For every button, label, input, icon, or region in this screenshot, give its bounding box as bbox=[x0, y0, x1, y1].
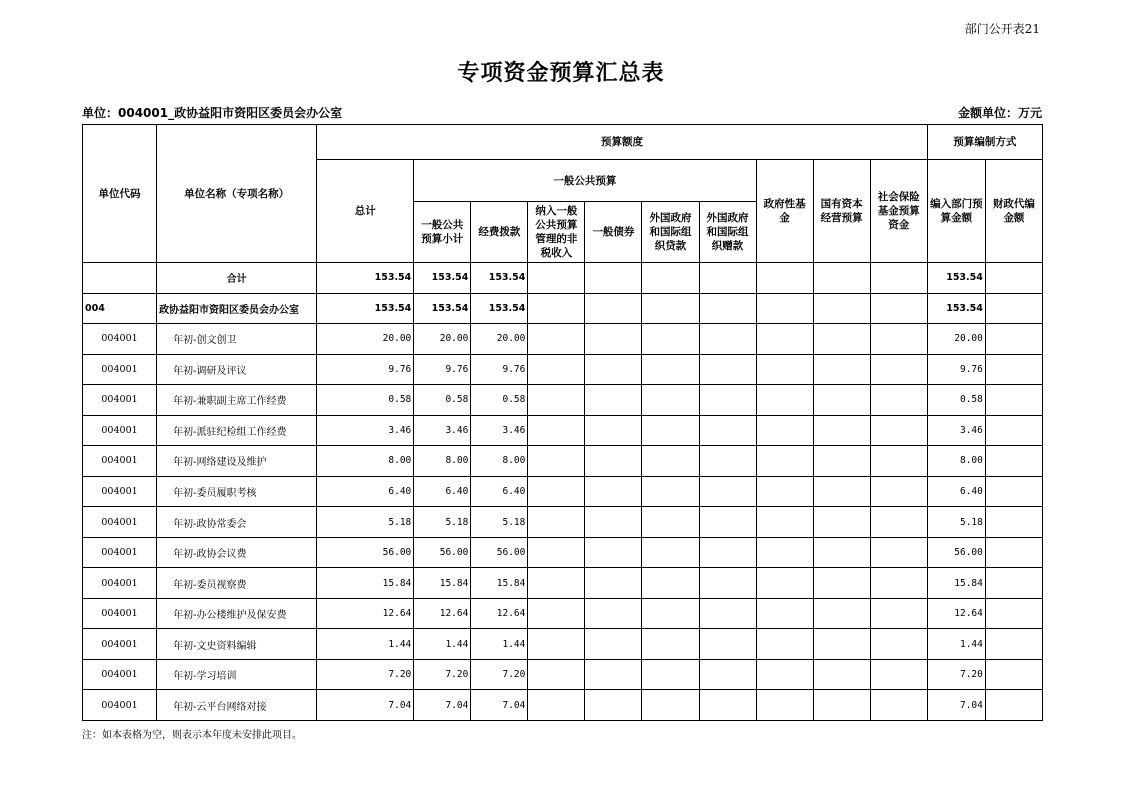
cell-unit-code: 004001 bbox=[83, 598, 157, 629]
cell-empty bbox=[870, 629, 927, 660]
cell-unit-code: 004001 bbox=[83, 690, 157, 721]
cell-empty bbox=[985, 476, 1042, 507]
cell-empty bbox=[585, 324, 642, 355]
cell-empty bbox=[756, 507, 813, 538]
cell-dept-budget-amount: 8.00 bbox=[927, 446, 985, 477]
cell-unit-code: 004001 bbox=[83, 385, 157, 416]
cell-total: 3.46 bbox=[317, 415, 414, 446]
cell-empty bbox=[699, 415, 756, 446]
cell-empty bbox=[756, 659, 813, 690]
cell-empty bbox=[528, 629, 585, 660]
header-general-bonds: 一般债券 bbox=[585, 202, 642, 263]
cell-empty bbox=[813, 415, 870, 446]
cell-empty bbox=[985, 568, 1042, 599]
cell-funding-allocation: 1.44 bbox=[471, 629, 528, 660]
header-fiscal-agency: 财政代编金额 bbox=[985, 160, 1042, 263]
cell-empty bbox=[585, 690, 642, 721]
cell-empty bbox=[985, 385, 1042, 416]
cell-empty bbox=[699, 263, 756, 294]
cell-empty bbox=[756, 293, 813, 324]
cell-empty bbox=[813, 690, 870, 721]
cell-empty bbox=[985, 537, 1042, 568]
cell-empty bbox=[699, 659, 756, 690]
cell-empty bbox=[870, 598, 927, 629]
table-row bbox=[83, 598, 1043, 629]
cell-empty bbox=[756, 415, 813, 446]
cell-empty bbox=[985, 507, 1042, 538]
cell-total: 5.18 bbox=[317, 507, 414, 538]
cell-empty bbox=[813, 385, 870, 416]
cell-empty bbox=[870, 476, 927, 507]
cell-empty bbox=[756, 354, 813, 385]
cell-empty bbox=[528, 476, 585, 507]
cell-empty bbox=[985, 324, 1042, 355]
cell-empty bbox=[642, 476, 699, 507]
cell-total: 8.00 bbox=[317, 446, 414, 477]
cell-empty bbox=[870, 263, 927, 294]
cell-empty bbox=[585, 263, 642, 294]
header-foreign-grants: 外国政府和国际组织赠款 bbox=[699, 202, 756, 263]
cell-empty bbox=[985, 293, 1042, 324]
cell-project-name: 年初-云平台网络对接 bbox=[157, 690, 317, 721]
cell-dept-code: 004 bbox=[83, 293, 157, 324]
cell-empty bbox=[756, 476, 813, 507]
cell-empty bbox=[528, 690, 585, 721]
cell-funding-allocation: 56.00 bbox=[471, 537, 528, 568]
cell-unit-code: 004001 bbox=[83, 354, 157, 385]
cell-empty bbox=[642, 659, 699, 690]
unit-info-line bbox=[82, 104, 1042, 120]
cell-empty bbox=[585, 507, 642, 538]
cell-empty bbox=[699, 568, 756, 599]
cell-total: 153.54 bbox=[317, 263, 414, 294]
header-unit-name: 单位名称（专项名称） bbox=[157, 125, 317, 263]
cell-dept-budget-amount: 9.76 bbox=[927, 354, 985, 385]
cell-gp-subtotal: 56.00 bbox=[414, 537, 471, 568]
cell-empty bbox=[870, 537, 927, 568]
cell-empty bbox=[585, 476, 642, 507]
cell-funding-allocation: 153.54 bbox=[471, 293, 528, 324]
cell-empty bbox=[813, 293, 870, 324]
cell-unit-code: 004001 bbox=[83, 537, 157, 568]
header-social-insurance: 社会保险基金预算资金 bbox=[870, 160, 927, 263]
cell-total: 7.20 bbox=[317, 659, 414, 690]
cell-funding-allocation: 5.18 bbox=[471, 507, 528, 538]
cell-empty bbox=[699, 354, 756, 385]
cell-empty bbox=[699, 446, 756, 477]
table-row bbox=[83, 568, 1043, 599]
table-row bbox=[83, 324, 1043, 355]
cell-empty bbox=[642, 598, 699, 629]
cell-empty bbox=[699, 598, 756, 629]
cell-total: 6.40 bbox=[317, 476, 414, 507]
cell-empty bbox=[528, 537, 585, 568]
header-gov-fund: 政府性基金 bbox=[756, 160, 813, 263]
cell-gp-subtotal: 15.84 bbox=[414, 568, 471, 599]
cell-total: 7.04 bbox=[317, 690, 414, 721]
cell-empty bbox=[813, 568, 870, 599]
cell-gp-subtotal: 0.58 bbox=[414, 385, 471, 416]
cell-empty bbox=[699, 385, 756, 416]
cell-empty bbox=[642, 415, 699, 446]
cell-dept-budget-amount: 0.58 bbox=[927, 385, 985, 416]
cell-gp-subtotal: 3.46 bbox=[414, 415, 471, 446]
cell-project-name: 年初-委员视察费 bbox=[157, 568, 317, 599]
cell-empty bbox=[642, 507, 699, 538]
cell-unit-code: 004001 bbox=[83, 476, 157, 507]
cell-empty bbox=[813, 659, 870, 690]
cell-dept-budget-amount: 20.00 bbox=[927, 324, 985, 355]
cell-dept-budget-amount: 12.64 bbox=[927, 598, 985, 629]
cell-empty bbox=[756, 598, 813, 629]
table-row-total bbox=[83, 263, 1043, 294]
header-dept-budget-amount: 编入部门预算金额 bbox=[927, 160, 985, 263]
cell-empty bbox=[813, 446, 870, 477]
cell-project-name: 年初-委员履职考核 bbox=[157, 476, 317, 507]
cell-empty bbox=[699, 507, 756, 538]
cell-empty bbox=[813, 629, 870, 660]
cell-empty bbox=[585, 568, 642, 599]
cell-dept-budget-amount: 7.20 bbox=[927, 659, 985, 690]
table-row bbox=[83, 690, 1043, 721]
cell-gp-subtotal: 7.04 bbox=[414, 690, 471, 721]
header-budget-method: 预算编制方式 bbox=[927, 125, 1042, 160]
cell-empty bbox=[756, 537, 813, 568]
cell-empty bbox=[756, 385, 813, 416]
cell-empty bbox=[870, 415, 927, 446]
cell-empty bbox=[699, 690, 756, 721]
cell-total: 153.54 bbox=[317, 293, 414, 324]
amount-unit-label: 金额单位：万元 bbox=[957, 106, 1042, 120]
cell-gp-subtotal: 5.18 bbox=[414, 507, 471, 538]
header-state-capital: 国有资本经营预算 bbox=[813, 160, 870, 263]
header-foreign-loans: 外国政府和国际组织贷款 bbox=[642, 202, 699, 263]
cell-empty bbox=[585, 629, 642, 660]
cell-unit-code: 004001 bbox=[83, 324, 157, 355]
table-row bbox=[83, 476, 1043, 507]
cell-funding-allocation: 15.84 bbox=[471, 568, 528, 599]
table-header bbox=[83, 125, 1043, 263]
form-number-label: 部门公开表21 bbox=[964, 22, 1040, 36]
cell-total: 1.44 bbox=[317, 629, 414, 660]
cell-funding-allocation: 6.40 bbox=[471, 476, 528, 507]
cell-empty bbox=[756, 263, 813, 294]
cell-empty bbox=[756, 568, 813, 599]
cell-unit-code: 004001 bbox=[83, 659, 157, 690]
cell-empty bbox=[528, 598, 585, 629]
cell-funding-allocation: 12.64 bbox=[471, 598, 528, 629]
header-funding-allocation: 经费拨款 bbox=[471, 202, 528, 263]
cell-project-name: 年初-调研及评议 bbox=[157, 354, 317, 385]
cell-total: 12.64 bbox=[317, 598, 414, 629]
cell-empty bbox=[585, 659, 642, 690]
header-gp-subtotal: 一般公共预算小计 bbox=[414, 202, 471, 263]
cell-empty bbox=[985, 354, 1042, 385]
cell-empty bbox=[870, 659, 927, 690]
cell-project-name: 年初-派驻纪检组工作经费 bbox=[157, 415, 317, 446]
cell-empty bbox=[756, 324, 813, 355]
cell-dept-budget-amount: 153.54 bbox=[927, 263, 985, 294]
cell-unit-code: 004001 bbox=[83, 446, 157, 477]
cell-empty bbox=[699, 476, 756, 507]
cell-total: 15.84 bbox=[317, 568, 414, 599]
header-general-public-budget: 一般公共预算 bbox=[414, 160, 756, 202]
header-non-tax-income: 纳入一般公共预算管理的非税收入 bbox=[528, 202, 585, 263]
table-row bbox=[83, 629, 1043, 660]
cell-empty bbox=[813, 324, 870, 355]
cell-empty bbox=[642, 263, 699, 294]
cell-empty bbox=[642, 568, 699, 599]
cell-empty bbox=[870, 568, 927, 599]
cell-empty bbox=[870, 507, 927, 538]
cell-dept-budget-amount: 1.44 bbox=[927, 629, 985, 660]
cell-gp-subtotal: 8.00 bbox=[414, 446, 471, 477]
cell-empty bbox=[870, 293, 927, 324]
cell-funding-allocation: 20.00 bbox=[471, 324, 528, 355]
cell-empty bbox=[528, 446, 585, 477]
cell-empty bbox=[985, 446, 1042, 477]
cell-dept-budget-amount: 153.54 bbox=[927, 293, 985, 324]
table-row bbox=[83, 507, 1043, 538]
footnote: 注：如本表格为空，则表示本年度未安排此项目。 bbox=[82, 730, 302, 741]
cell-empty bbox=[642, 690, 699, 721]
table-row bbox=[83, 385, 1043, 416]
cell-empty bbox=[813, 598, 870, 629]
cell-empty bbox=[585, 293, 642, 324]
budget-summary-table bbox=[82, 124, 1043, 721]
cell-empty bbox=[642, 629, 699, 660]
cell-project-name: 年初-政协常委会 bbox=[157, 507, 317, 538]
cell-project-name: 年初-政协会议费 bbox=[157, 537, 317, 568]
cell-empty bbox=[528, 415, 585, 446]
cell-gp-subtotal: 153.54 bbox=[414, 293, 471, 324]
cell-empty bbox=[699, 537, 756, 568]
cell-empty bbox=[985, 263, 1042, 294]
cell-empty bbox=[699, 629, 756, 660]
cell-project-name: 年初-学习培训 bbox=[157, 659, 317, 690]
cell-funding-allocation: 3.46 bbox=[471, 415, 528, 446]
cell-empty bbox=[813, 354, 870, 385]
cell-project-name: 年初-文史资料编辑 bbox=[157, 629, 317, 660]
cell-project-name: 年初-兼职副主席工作经费 bbox=[157, 385, 317, 416]
header-unit-code: 单位代码 bbox=[83, 125, 157, 263]
cell-total: 0.58 bbox=[317, 385, 414, 416]
cell-empty bbox=[528, 354, 585, 385]
cell-funding-allocation: 7.04 bbox=[471, 690, 528, 721]
cell-empty bbox=[870, 446, 927, 477]
table-row bbox=[83, 354, 1043, 385]
cell-empty bbox=[585, 598, 642, 629]
cell-empty bbox=[756, 446, 813, 477]
cell-empty bbox=[699, 293, 756, 324]
page-title: 专项资金预算汇总表 bbox=[457, 61, 665, 86]
cell-unit-code: 004001 bbox=[83, 568, 157, 599]
cell-empty bbox=[585, 537, 642, 568]
cell-empty bbox=[813, 537, 870, 568]
cell-dept-name: 政协益阳市资阳区委员会办公室 bbox=[157, 293, 317, 324]
cell-empty bbox=[642, 537, 699, 568]
sum-label: 合计 bbox=[157, 263, 317, 294]
cell-funding-allocation: 7.20 bbox=[471, 659, 528, 690]
cell-gp-subtotal: 20.00 bbox=[414, 324, 471, 355]
cell-empty bbox=[756, 629, 813, 660]
cell-empty bbox=[985, 690, 1042, 721]
cell-gp-subtotal: 12.64 bbox=[414, 598, 471, 629]
cell-funding-allocation: 9.76 bbox=[471, 354, 528, 385]
cell-total: 20.00 bbox=[317, 324, 414, 355]
cell-gp-subtotal: 1.44 bbox=[414, 629, 471, 660]
cell-dept-budget-amount: 5.18 bbox=[927, 507, 985, 538]
cell-empty bbox=[870, 385, 927, 416]
cell-empty bbox=[985, 598, 1042, 629]
cell-empty bbox=[528, 385, 585, 416]
cell-total: 56.00 bbox=[317, 537, 414, 568]
table-row bbox=[83, 659, 1043, 690]
cell-funding-allocation: 0.58 bbox=[471, 385, 528, 416]
cell-empty bbox=[870, 324, 927, 355]
cell-dept-budget-amount: 7.04 bbox=[927, 690, 985, 721]
cell-empty bbox=[585, 415, 642, 446]
cell-project-name: 年初-办公楼维护及保安费 bbox=[157, 598, 317, 629]
cell-empty bbox=[870, 354, 927, 385]
cell-empty bbox=[585, 354, 642, 385]
cell-empty bbox=[642, 293, 699, 324]
cell-gp-subtotal: 7.20 bbox=[414, 659, 471, 690]
project-rows bbox=[83, 324, 1043, 721]
cell-empty bbox=[83, 263, 157, 294]
cell-unit-code: 004001 bbox=[83, 507, 157, 538]
cell-gp-subtotal: 153.54 bbox=[414, 263, 471, 294]
cell-gp-subtotal: 6.40 bbox=[414, 476, 471, 507]
cell-empty bbox=[642, 446, 699, 477]
cell-unit-code: 004001 bbox=[83, 629, 157, 660]
cell-empty bbox=[528, 507, 585, 538]
cell-empty bbox=[813, 507, 870, 538]
cell-unit-code: 004001 bbox=[83, 415, 157, 446]
header-total: 总计 bbox=[317, 160, 414, 263]
cell-empty bbox=[642, 354, 699, 385]
cell-empty bbox=[813, 476, 870, 507]
cell-empty bbox=[528, 568, 585, 599]
cell-empty bbox=[699, 324, 756, 355]
cell-empty bbox=[585, 385, 642, 416]
cell-total: 9.76 bbox=[317, 354, 414, 385]
cell-dept-budget-amount: 56.00 bbox=[927, 537, 985, 568]
cell-empty bbox=[528, 324, 585, 355]
cell-project-name: 年初-网络建设及维护 bbox=[157, 446, 317, 477]
table-row-department bbox=[83, 293, 1043, 324]
cell-dept-budget-amount: 15.84 bbox=[927, 568, 985, 599]
cell-funding-allocation: 153.54 bbox=[471, 263, 528, 294]
cell-empty bbox=[642, 385, 699, 416]
cell-empty bbox=[528, 293, 585, 324]
cell-gp-subtotal: 9.76 bbox=[414, 354, 471, 385]
cell-empty bbox=[985, 629, 1042, 660]
cell-empty bbox=[870, 690, 927, 721]
cell-empty bbox=[528, 263, 585, 294]
table-row bbox=[83, 415, 1043, 446]
cell-empty bbox=[528, 659, 585, 690]
cell-empty bbox=[985, 659, 1042, 690]
cell-empty bbox=[756, 690, 813, 721]
cell-empty bbox=[985, 415, 1042, 446]
cell-funding-allocation: 8.00 bbox=[471, 446, 528, 477]
table-row bbox=[83, 446, 1043, 477]
cell-empty bbox=[813, 263, 870, 294]
cell-dept-budget-amount: 3.46 bbox=[927, 415, 985, 446]
cell-empty bbox=[642, 324, 699, 355]
header-budget-amount: 预算额度 bbox=[317, 125, 928, 160]
table-row bbox=[83, 537, 1043, 568]
cell-empty bbox=[585, 446, 642, 477]
cell-dept-budget-amount: 6.40 bbox=[927, 476, 985, 507]
cell-project-name: 年初-创文创卫 bbox=[157, 324, 317, 355]
unit-name-label: 单位：004001_政协益阳市资阳区委员会办公室 bbox=[82, 106, 343, 120]
